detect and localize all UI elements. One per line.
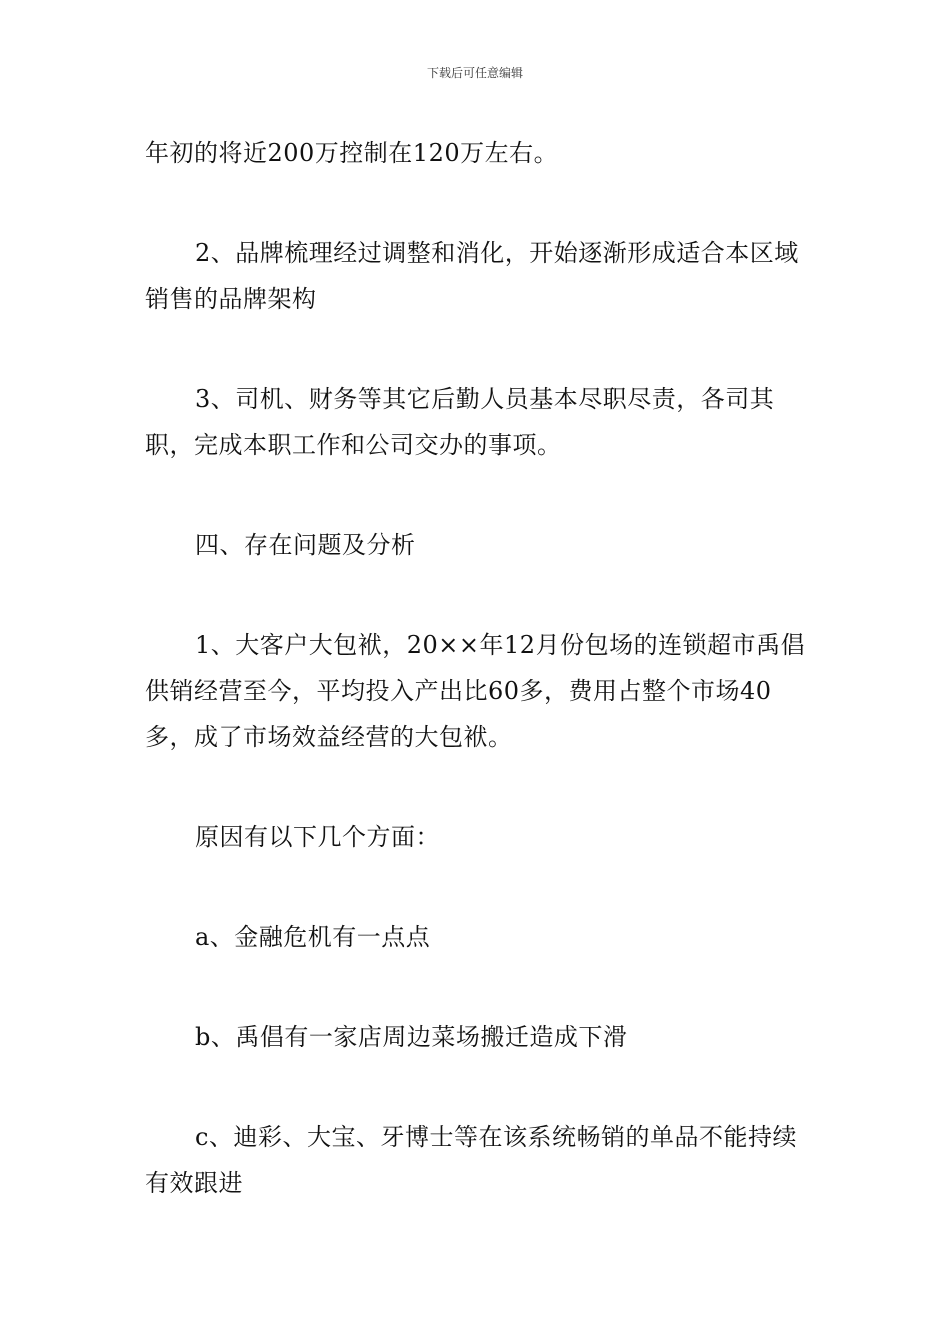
paragraph-issue-1: 1、大客户大包袱，20××年12月份包场的连锁超市禹倡供销经营至今，平均投入产出比60多，费用占整个市场40多，成了市场效益经营的大包袱。 bbox=[145, 631, 806, 751]
paragraph-reason-c: c、迪彩、大宝、牙博士等在该系统畅销的单品不能持续有效跟进 bbox=[145, 1123, 797, 1197]
paragraph-reason-a: a、金融危机有一点点 bbox=[195, 923, 431, 951]
paragraph-reasons-intro: 原因有以下几个方面： bbox=[195, 823, 440, 851]
document-body bbox=[145, 130, 810, 1206]
page-header: 下载后可任意编辑 bbox=[426, 66, 523, 80]
paragraph-reason-b: b、禹倡有一家店周边菜场搬迁造成下滑 bbox=[195, 1023, 628, 1051]
section-heading-issues: 四、存在问题及分析 bbox=[195, 531, 416, 559]
paragraph-continuation: 年初的将近200万控制在120万左右。 bbox=[145, 139, 559, 167]
paragraph-item-2: 2、品牌梳理经过调整和消化，开始逐渐形成适合本区域销售的品牌架构 bbox=[145, 239, 799, 313]
paragraph-item-3: 3、司机、财务等其它后勤人员基本尽职尽责，各司其职，完成本职工作和公司交办的事项。 bbox=[145, 385, 775, 459]
